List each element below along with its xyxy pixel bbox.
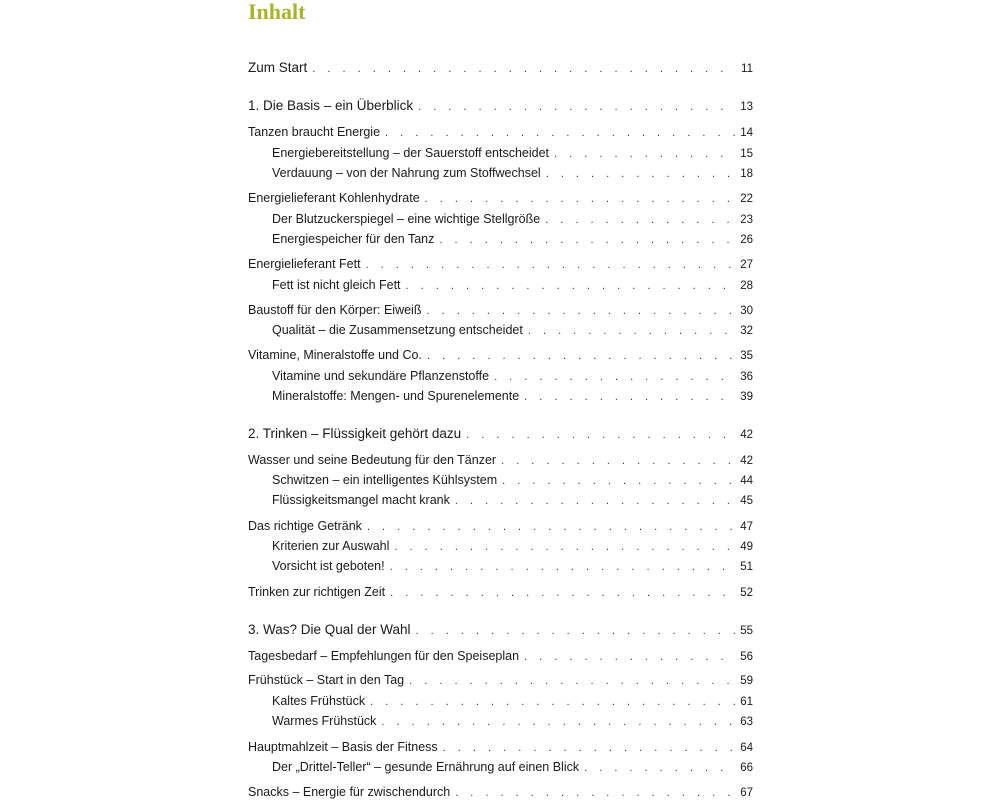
- toc-title: Energielieferant Fett: [248, 257, 361, 271]
- toc-page-number: 28: [740, 280, 753, 292]
- toc-chapter[interactable]: [248, 426, 753, 443]
- dot-leader: [466, 427, 736, 443]
- toc-title: Wasser und seine Bedeutung für den Tänzer: [248, 453, 497, 467]
- toc-section[interactable]: [248, 256, 753, 273]
- dot-leader: [418, 99, 736, 115]
- toc-section[interactable]: [248, 190, 753, 207]
- toc-title: Baustoff für den Körper: Eiweiß: [248, 303, 422, 317]
- toc-page-number: 45: [740, 495, 753, 507]
- toc-title: Tanzen braucht Energie: [248, 125, 381, 139]
- dot-leader: [524, 649, 736, 665]
- dot-leader: [524, 389, 736, 405]
- dot-leader: [416, 623, 736, 639]
- dot-leader: [501, 453, 736, 469]
- dot-leader: [394, 539, 736, 555]
- toc-section[interactable]: [248, 739, 753, 756]
- toc-title: 2. Trinken – Flüssigkeit gehört dazu: [248, 426, 462, 441]
- dot-leader: [426, 303, 736, 319]
- toc-subsection[interactable]: [248, 231, 753, 248]
- toc-subsection[interactable]: [248, 693, 753, 710]
- toc-title: Flüssigkeitsmangel macht krank: [272, 493, 450, 507]
- dot-leader: [528, 323, 736, 339]
- dot-leader: [427, 348, 736, 364]
- toc-subsection[interactable]: [248, 277, 753, 294]
- toc-page-number: 66: [740, 762, 753, 774]
- toc-page-number: 52: [740, 587, 753, 599]
- dot-leader: [455, 493, 736, 509]
- toc-page-number: 15: [740, 148, 753, 160]
- toc-page-number: 44: [740, 475, 753, 487]
- toc-page-number: 14: [740, 127, 753, 139]
- dot-leader: [312, 61, 736, 77]
- toc-title: Der „Drittel-Teller“ – gesunde Ernährung auf einen Blick: [272, 760, 580, 774]
- toc-title: Fett ist nicht gleich Fett: [272, 278, 401, 292]
- toc-title: Zum Start: [248, 60, 308, 75]
- toc-page-number: 35: [740, 350, 753, 362]
- toc-title: Vitamine und sekundäre Pflanzenstoffe: [272, 369, 490, 383]
- toc-title: Kaltes Frühstück: [272, 694, 366, 708]
- dot-leader: [443, 740, 736, 756]
- toc-page-number: 56: [740, 651, 753, 663]
- toc-title: 1. Die Basis – ein Überblick: [248, 98, 414, 113]
- toc-page-number: 39: [740, 391, 753, 403]
- toc-title: Energiebereitstellung – der Sauerstoff entscheidet: [272, 146, 550, 160]
- toc-subsection[interactable]: [248, 211, 753, 228]
- toc-subsection[interactable]: [248, 388, 753, 405]
- dot-leader: [370, 694, 736, 710]
- toc-page-number: 49: [740, 541, 753, 553]
- toc-chapter[interactable]: [248, 60, 753, 77]
- toc-page-number: 63: [740, 716, 753, 728]
- toc-title: Vitamine, Mineralstoffe und Co.: [248, 348, 422, 362]
- toc-page-number: 42: [740, 429, 753, 441]
- toc-page-number: 30: [740, 305, 753, 317]
- toc-page-number: 22: [740, 193, 753, 205]
- dot-leader: [554, 146, 736, 162]
- toc-subsection[interactable]: [248, 322, 753, 339]
- toc-page-number: 42: [740, 455, 753, 467]
- dot-leader: [390, 559, 736, 575]
- toc-title: Vorsicht ist geboten!: [272, 559, 385, 573]
- toc-subsection[interactable]: [248, 538, 753, 555]
- toc-page-number: 67: [740, 787, 753, 799]
- toc-section[interactable]: [248, 648, 753, 665]
- dot-leader: [546, 166, 736, 182]
- toc-title: Frühstück – Start in den Tag: [248, 673, 405, 687]
- toc-section[interactable]: [248, 518, 753, 535]
- toc-page-number: 26: [740, 234, 753, 246]
- toc-page-number: 36: [740, 371, 753, 383]
- toc-subsection[interactable]: [248, 145, 753, 162]
- toc-subsection[interactable]: [248, 165, 753, 182]
- toc-subsection[interactable]: [248, 368, 753, 385]
- toc-page-number: 59: [740, 675, 753, 687]
- dot-leader: [367, 519, 736, 535]
- toc-title: Verdauung – von der Nahrung zum Stoffwechsel: [272, 166, 541, 180]
- toc-subsection[interactable]: [248, 472, 753, 489]
- toc-page-number: 64: [740, 742, 753, 754]
- dot-leader: [502, 473, 736, 489]
- toc-subsection[interactable]: [248, 759, 753, 776]
- toc-title: Schwitzen – ein intelligentes Kühlsystem: [272, 473, 498, 487]
- toc-page-number: 13: [740, 101, 753, 113]
- toc-subsection[interactable]: [248, 713, 753, 730]
- dot-leader: [406, 278, 736, 294]
- toc-chapter[interactable]: [248, 98, 753, 115]
- toc-subsection[interactable]: [248, 492, 753, 509]
- toc-subsection[interactable]: [248, 558, 753, 575]
- toc-title: Mineralstoffe: Mengen- und Spurenelemente: [272, 389, 520, 403]
- dot-leader: [366, 257, 736, 273]
- toc-page-number: 55: [740, 625, 753, 637]
- toc-section[interactable]: [248, 452, 753, 469]
- toc-section[interactable]: [248, 347, 753, 364]
- toc-title: Energielieferant Kohlenhydrate: [248, 191, 420, 205]
- toc-page-number: 51: [740, 561, 753, 573]
- toc-title: Der Blutzuckerspiegel – eine wichtige Stellgröße: [272, 212, 541, 226]
- toc-page-number: 47: [740, 521, 753, 533]
- toc-section[interactable]: [248, 584, 753, 601]
- toc-title: 3. Was? Die Qual der Wahl: [248, 622, 411, 637]
- dot-leader: [425, 191, 736, 207]
- dot-leader: [381, 714, 736, 730]
- dot-leader: [385, 125, 736, 141]
- toc-section[interactable]: [248, 784, 753, 801]
- dot-leader: [545, 212, 736, 228]
- toc-section[interactable]: [248, 672, 753, 689]
- toc-section[interactable]: [248, 302, 753, 319]
- dot-leader: [439, 232, 736, 248]
- toc-title: Qualität – die Zusammensetzung entscheidet: [272, 323, 523, 337]
- dot-leader: [584, 760, 736, 776]
- toc-page-number: 23: [740, 214, 753, 226]
- toc-page-number: 18: [740, 168, 753, 180]
- toc-page-number: 27: [740, 259, 753, 271]
- toc-page-number: 11: [741, 63, 753, 75]
- toc-title: Tagesbedarf – Empfehlungen für den Speiseplan: [248, 649, 520, 663]
- toc-title: Energiespeicher für den Tanz: [272, 232, 435, 246]
- toc-title: Warmes Frühstück: [272, 714, 377, 728]
- dot-leader: [455, 785, 736, 801]
- table-of-contents: [248, 0, 753, 800]
- dot-leader: [494, 369, 736, 385]
- toc-title: Hauptmahlzeit – Basis der Fitness: [248, 740, 438, 754]
- toc-title: Kriterien zur Auswahl: [272, 539, 390, 553]
- dot-leader: [409, 673, 736, 689]
- toc-title: Trinken zur richtigen Zeit: [248, 585, 386, 599]
- page-title: Inhalt: [248, 0, 306, 24]
- toc-title: Snacks – Energie für zwischendurch: [248, 785, 451, 799]
- toc-page-number: 61: [740, 696, 753, 708]
- toc-chapter[interactable]: [248, 622, 753, 639]
- toc-page-number: 32: [740, 325, 753, 337]
- dot-leader: [390, 585, 736, 601]
- toc-section[interactable]: [248, 124, 753, 141]
- toc-title: Das richtige Getränk: [248, 519, 362, 533]
